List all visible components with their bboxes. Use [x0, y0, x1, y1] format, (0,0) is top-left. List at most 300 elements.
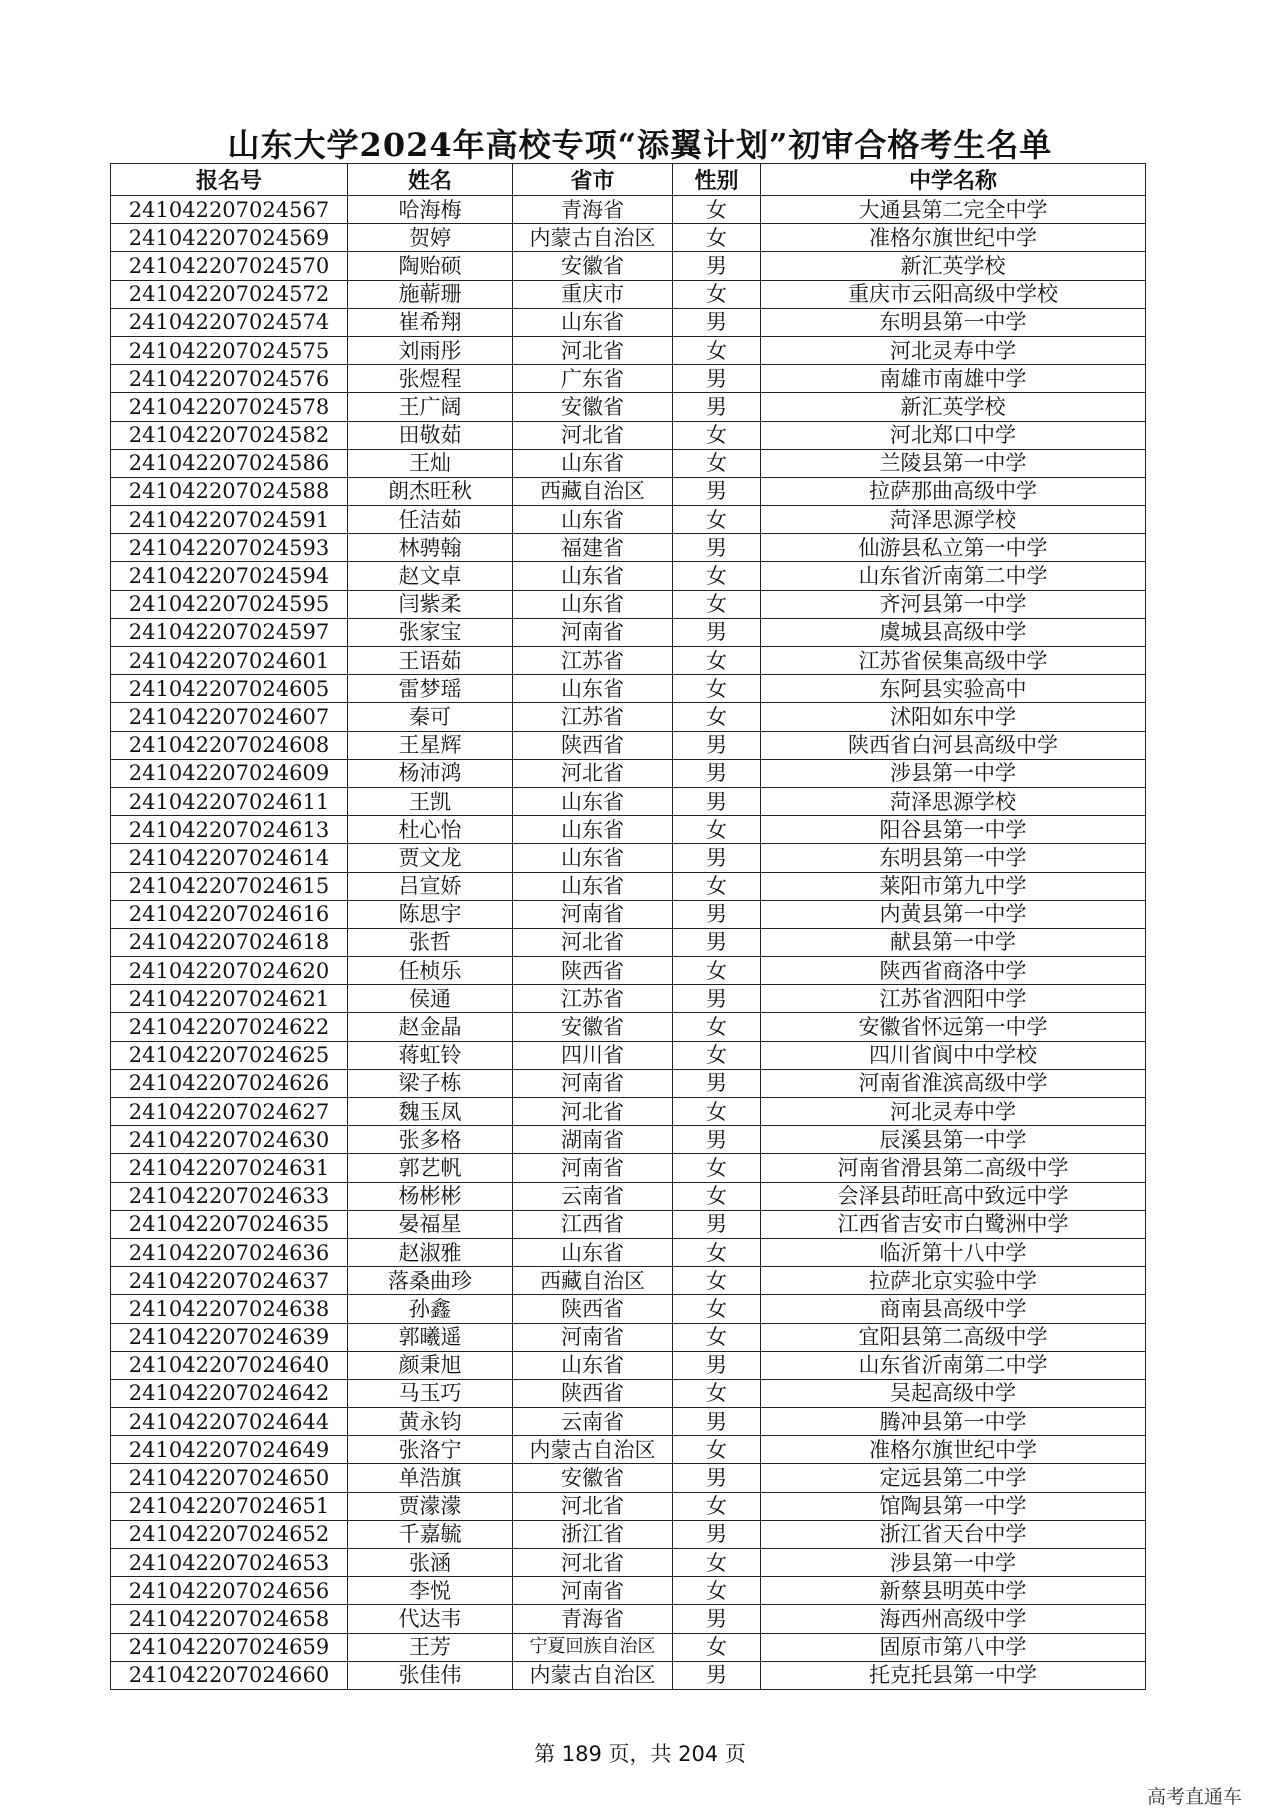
- cell-name: 落桑曲珍: [348, 1267, 513, 1295]
- cell-gender: 男: [673, 759, 761, 787]
- cell-gender: 女: [673, 1492, 761, 1520]
- table-row: [111, 1210, 1146, 1238]
- cell-gender: 男: [673, 1069, 761, 1097]
- cell-school: 商南县高级中学: [761, 1295, 1146, 1323]
- cell-name: 贾濛濛: [348, 1492, 513, 1520]
- cell-gender: 男: [673, 1351, 761, 1379]
- cell-gender: 女: [673, 590, 761, 618]
- cell-name: 崔希翔: [348, 308, 513, 336]
- cell-province: 山东省: [513, 844, 673, 872]
- cell-registration-no: 241042207024640: [111, 1351, 348, 1379]
- cell-name: 赵文卓: [348, 562, 513, 590]
- cell-registration-no: 241042207024626: [111, 1069, 348, 1097]
- table-row: [111, 1041, 1146, 1069]
- table-row: [111, 1069, 1146, 1097]
- cell-school: 宜阳县第二高级中学: [761, 1323, 1146, 1351]
- cell-school: 辰溪县第一中学: [761, 1126, 1146, 1154]
- table-row: [111, 1520, 1146, 1548]
- cell-name: 秦可: [348, 703, 513, 731]
- cell-province: 河北省: [513, 1098, 673, 1126]
- cell-gender: 男: [673, 534, 761, 562]
- cell-name: 孙鑫: [348, 1295, 513, 1323]
- cell-gender: 男: [673, 900, 761, 928]
- cell-registration-no: 241042207024605: [111, 675, 348, 703]
- cell-province: 内蒙古自治区: [513, 224, 673, 252]
- cell-name: 郭曦遥: [348, 1323, 513, 1351]
- cell-name: 施蕲珊: [348, 280, 513, 308]
- cell-school: 会泽县茚旺高中致远中学: [761, 1182, 1146, 1210]
- cell-school: 江西省吉安市白鹭洲中学: [761, 1210, 1146, 1238]
- cell-name: 郭艺帆: [348, 1154, 513, 1182]
- cell-school: 涉县第一中学: [761, 1549, 1146, 1577]
- cell-province: 陕西省: [513, 731, 673, 759]
- cell-name: 王广阔: [348, 393, 513, 421]
- cell-gender: 男: [673, 477, 761, 505]
- cell-school: 新蔡县明英中学: [761, 1577, 1146, 1605]
- cell-province: 河北省: [513, 759, 673, 787]
- table-row: [111, 985, 1146, 1013]
- cell-registration-no: 241042207024601: [111, 647, 348, 675]
- cell-registration-no: 241042207024582: [111, 421, 348, 449]
- cell-school: 陕西省白河县高级中学: [761, 731, 1146, 759]
- table-row: [111, 928, 1146, 956]
- cell-name: 张煜程: [348, 365, 513, 393]
- table-row: [111, 365, 1146, 393]
- cell-province: 山东省: [513, 1238, 673, 1266]
- cell-school: 沭阳如东中学: [761, 703, 1146, 731]
- table-row: [111, 562, 1146, 590]
- table-row: [111, 1633, 1146, 1661]
- cell-registration-no: 241042207024660: [111, 1661, 348, 1689]
- cell-province: 安徽省: [513, 393, 673, 421]
- cell-gender: 女: [673, 647, 761, 675]
- table-row: [111, 1182, 1146, 1210]
- table-row: [111, 900, 1146, 928]
- table-row: [111, 252, 1146, 280]
- table-row: [111, 816, 1146, 844]
- cell-province: 河北省: [513, 421, 673, 449]
- cell-gender: 男: [673, 1408, 761, 1436]
- cell-registration-no: 241042207024576: [111, 365, 348, 393]
- cell-school: 浙江省天台中学: [761, 1520, 1146, 1548]
- table-row: [111, 1379, 1146, 1407]
- cell-province: 河北省: [513, 928, 673, 956]
- table-row: [111, 731, 1146, 759]
- cell-gender: 女: [673, 449, 761, 477]
- cell-name: 杨彬彬: [348, 1182, 513, 1210]
- table-row: [111, 1605, 1146, 1633]
- cell-registration-no: 241042207024586: [111, 449, 348, 477]
- cell-name: 赵金晶: [348, 1013, 513, 1041]
- cell-name: 张佳伟: [348, 1661, 513, 1689]
- cell-registration-no: 241042207024637: [111, 1267, 348, 1295]
- cell-province: 河北省: [513, 1492, 673, 1520]
- cell-province: 江苏省: [513, 985, 673, 1013]
- cell-school: 献县第一中学: [761, 928, 1146, 956]
- watermark: 高考直通车: [1146, 1786, 1242, 1808]
- cell-name: 贺婷: [348, 224, 513, 252]
- cell-name: 雷梦瑶: [348, 675, 513, 703]
- cell-registration-no: 241042207024636: [111, 1238, 348, 1266]
- cell-province: 河南省: [513, 1069, 673, 1097]
- cell-gender: 女: [673, 421, 761, 449]
- cell-gender: 男: [673, 308, 761, 336]
- cell-school: 腾冲县第一中学: [761, 1408, 1146, 1436]
- cell-school: 重庆市云阳高级中学校: [761, 280, 1146, 308]
- table-row: [111, 759, 1146, 787]
- cell-registration-no: 241042207024638: [111, 1295, 348, 1323]
- table-row: [111, 618, 1146, 646]
- cell-school: 菏泽思源学校: [761, 787, 1146, 815]
- cell-school: 托克托县第一中学: [761, 1661, 1146, 1689]
- cell-gender: 男: [673, 1464, 761, 1492]
- cell-school: 菏泽思源学校: [761, 506, 1146, 534]
- cell-registration-no: 241042207024607: [111, 703, 348, 731]
- cell-name: 王凯: [348, 787, 513, 815]
- cell-name: 魏玉凤: [348, 1098, 513, 1126]
- cell-gender: 女: [673, 280, 761, 308]
- cell-registration-no: 241042207024625: [111, 1041, 348, 1069]
- cell-gender: 女: [673, 562, 761, 590]
- cell-gender: 女: [673, 506, 761, 534]
- cell-registration-no: 241042207024630: [111, 1126, 348, 1154]
- header-registration-no: 报名号: [111, 164, 348, 196]
- cell-name: 黄永钧: [348, 1408, 513, 1436]
- cell-registration-no: 241042207024633: [111, 1182, 348, 1210]
- table-row: [111, 280, 1146, 308]
- table-row: [111, 1408, 1146, 1436]
- cell-name: 林骋翰: [348, 534, 513, 562]
- cell-school: 陕西省商洛中学: [761, 957, 1146, 985]
- cell-school: 江苏省侯集高级中学: [761, 647, 1146, 675]
- cell-name: 贾文龙: [348, 844, 513, 872]
- table-row: [111, 421, 1146, 449]
- cell-name: 蒋虹铃: [348, 1041, 513, 1069]
- cell-registration-no: 241042207024652: [111, 1520, 348, 1548]
- cell-province: 西藏自治区: [513, 477, 673, 505]
- table-row: [111, 449, 1146, 477]
- cell-gender: 男: [673, 844, 761, 872]
- table-row: [111, 336, 1146, 364]
- cell-registration-no: 241042207024622: [111, 1013, 348, 1041]
- cell-province: 内蒙古自治区: [513, 1661, 673, 1689]
- cell-province: 安徽省: [513, 1013, 673, 1041]
- cell-registration-no: 241042207024611: [111, 787, 348, 815]
- cell-school: 虞城县高级中学: [761, 618, 1146, 646]
- cell-registration-no: 241042207024567: [111, 196, 348, 224]
- cell-registration-no: 241042207024593: [111, 534, 348, 562]
- cell-gender: 女: [673, 1182, 761, 1210]
- table-row: [111, 1436, 1146, 1464]
- cell-school: 齐河县第一中学: [761, 590, 1146, 618]
- cell-name: 千嘉毓: [348, 1520, 513, 1548]
- cell-province: 四川省: [513, 1041, 673, 1069]
- cell-gender: 女: [673, 224, 761, 252]
- cell-gender: 女: [673, 1041, 761, 1069]
- cell-name: 赵淑雅: [348, 1238, 513, 1266]
- cell-gender: 男: [673, 731, 761, 759]
- cell-name: 任洁茹: [348, 506, 513, 534]
- cell-gender: 男: [673, 1520, 761, 1548]
- cell-registration-no: 241042207024650: [111, 1464, 348, 1492]
- cell-name: 代达韦: [348, 1605, 513, 1633]
- cell-registration-no: 241042207024653: [111, 1549, 348, 1577]
- header-school: 中学名称: [761, 164, 1146, 196]
- cell-province: 湖南省: [513, 1126, 673, 1154]
- cell-gender: 女: [673, 1633, 761, 1661]
- cell-province: 福建省: [513, 534, 673, 562]
- table-row: [111, 196, 1146, 224]
- table-row: [111, 1126, 1146, 1154]
- cell-gender: 男: [673, 618, 761, 646]
- cell-gender: 女: [673, 1577, 761, 1605]
- table-row: [111, 477, 1146, 505]
- cell-province: 青海省: [513, 196, 673, 224]
- page-number: 第 189 页，共 204 页: [534, 1742, 746, 1766]
- cell-registration-no: 241042207024569: [111, 224, 348, 252]
- cell-province: 山东省: [513, 308, 673, 336]
- cell-gender: 女: [673, 1013, 761, 1041]
- cell-school: 河北灵寿中学: [761, 1098, 1146, 1126]
- cell-registration-no: 241042207024613: [111, 816, 348, 844]
- cell-school: 河北郑口中学: [761, 421, 1146, 449]
- cell-name: 田敬茹: [348, 421, 513, 449]
- table-row: [111, 1098, 1146, 1126]
- cell-registration-no: 241042207024591: [111, 506, 348, 534]
- cell-school: 东明县第一中学: [761, 844, 1146, 872]
- table-row: [111, 1351, 1146, 1379]
- cell-name: 马玉巧: [348, 1379, 513, 1407]
- cell-name: 张多格: [348, 1126, 513, 1154]
- cell-name: 梁子栋: [348, 1069, 513, 1097]
- cell-gender: 女: [673, 703, 761, 731]
- cell-name: 晏福星: [348, 1210, 513, 1238]
- cell-gender: 男: [673, 365, 761, 393]
- cell-registration-no: 241042207024659: [111, 1633, 348, 1661]
- cell-name: 张涵: [348, 1549, 513, 1577]
- cell-gender: 女: [673, 957, 761, 985]
- cell-registration-no: 241042207024575: [111, 336, 348, 364]
- table-row: [111, 1661, 1146, 1689]
- table-row: [111, 844, 1146, 872]
- cell-province: 江苏省: [513, 703, 673, 731]
- cell-registration-no: 241042207024609: [111, 759, 348, 787]
- cell-province: 山东省: [513, 562, 673, 590]
- cell-name: 任桢乐: [348, 957, 513, 985]
- cell-school: 固原市第八中学: [761, 1633, 1146, 1661]
- cell-school: 山东省沂南第二中学: [761, 562, 1146, 590]
- cell-gender: 女: [673, 1295, 761, 1323]
- table-row: [111, 1154, 1146, 1182]
- cell-name: 朗杰旺秋: [348, 477, 513, 505]
- cell-school: 拉萨北京实验中学: [761, 1267, 1146, 1295]
- cell-school: 东明县第一中学: [761, 308, 1146, 336]
- cell-gender: 女: [673, 1379, 761, 1407]
- cell-province: 河北省: [513, 1549, 673, 1577]
- cell-registration-no: 241042207024608: [111, 731, 348, 759]
- cell-registration-no: 241042207024658: [111, 1605, 348, 1633]
- cell-school: 临沂第十八中学: [761, 1238, 1146, 1266]
- cell-school: 准格尔旗世纪中学: [761, 1436, 1146, 1464]
- cell-province: 江苏省: [513, 647, 673, 675]
- cell-school: 定远县第二中学: [761, 1464, 1146, 1492]
- cell-province: 山东省: [513, 590, 673, 618]
- cell-province: 河南省: [513, 900, 673, 928]
- cell-school: 大通县第二完全中学: [761, 196, 1146, 224]
- cell-registration-no: 241042207024620: [111, 957, 348, 985]
- table-row: [111, 647, 1146, 675]
- cell-province: 河南省: [513, 1577, 673, 1605]
- cell-province: 安徽省: [513, 1464, 673, 1492]
- cell-province: 云南省: [513, 1408, 673, 1436]
- cell-school: 山东省沂南第二中学: [761, 1351, 1146, 1379]
- cell-name: 张洛宁: [348, 1436, 513, 1464]
- cell-registration-no: 241042207024631: [111, 1154, 348, 1182]
- cell-province: 浙江省: [513, 1520, 673, 1548]
- cell-registration-no: 241042207024597: [111, 618, 348, 646]
- table-row: [111, 1549, 1146, 1577]
- table-header-row: [111, 164, 1146, 196]
- table-row: [111, 224, 1146, 252]
- cell-province: 广东省: [513, 365, 673, 393]
- cell-registration-no: 241042207024618: [111, 928, 348, 956]
- cell-province: 西藏自治区: [513, 1267, 673, 1295]
- cell-province: 青海省: [513, 1605, 673, 1633]
- cell-school: 东阿县实验高中: [761, 675, 1146, 703]
- cell-school: 新汇英学校: [761, 393, 1146, 421]
- cell-gender: 女: [673, 336, 761, 364]
- cell-name: 王灿: [348, 449, 513, 477]
- cell-school: 内黄县第一中学: [761, 900, 1146, 928]
- cell-name: 张家宝: [348, 618, 513, 646]
- cell-registration-no: 241042207024572: [111, 280, 348, 308]
- cell-name: 张哲: [348, 928, 513, 956]
- cell-name: 王星辉: [348, 731, 513, 759]
- table-row: [111, 590, 1146, 618]
- cell-name: 颜秉旭: [348, 1351, 513, 1379]
- cell-province: 山东省: [513, 675, 673, 703]
- cell-gender: 女: [673, 1098, 761, 1126]
- cell-registration-no: 241042207024627: [111, 1098, 348, 1126]
- cell-gender: 女: [673, 1238, 761, 1266]
- cell-province: 宁夏回族自治区: [513, 1633, 673, 1661]
- cell-name: 王芳: [348, 1633, 513, 1661]
- cell-name: 李悦: [348, 1577, 513, 1605]
- cell-registration-no: 241042207024578: [111, 393, 348, 421]
- table-row: [111, 393, 1146, 421]
- cell-school: 拉萨那曲高级中学: [761, 477, 1146, 505]
- cell-registration-no: 241042207024614: [111, 844, 348, 872]
- cell-school: 吴起高级中学: [761, 1379, 1146, 1407]
- cell-gender: 女: [673, 1323, 761, 1351]
- cell-registration-no: 241042207024649: [111, 1436, 348, 1464]
- cell-gender: 女: [673, 872, 761, 900]
- cell-gender: 男: [673, 985, 761, 1013]
- page-title: 山东大学2024年高校专项“添翼计划”初审合格考生名单: [227, 126, 1053, 164]
- cell-school: 仙游县私立第一中学: [761, 534, 1146, 562]
- cell-school: 南雄市南雄中学: [761, 365, 1146, 393]
- table-body: [111, 196, 1146, 1690]
- cell-province: 山东省: [513, 816, 673, 844]
- cell-school: 馆陶县第一中学: [761, 1492, 1146, 1520]
- cell-school: 莱阳市第九中学: [761, 872, 1146, 900]
- cell-province: 陕西省: [513, 1379, 673, 1407]
- cell-name: 单浩旗: [348, 1464, 513, 1492]
- cell-province: 陕西省: [513, 957, 673, 985]
- cell-school: 河南省淮滨高级中学: [761, 1069, 1146, 1097]
- table-row: [111, 957, 1146, 985]
- table-row: [111, 1492, 1146, 1520]
- table-row: [111, 506, 1146, 534]
- cell-province: 山东省: [513, 506, 673, 534]
- cell-gender: 男: [673, 1661, 761, 1689]
- cell-school: 四川省阆中中学校: [761, 1041, 1146, 1069]
- cell-name: 吕宣娇: [348, 872, 513, 900]
- cell-province: 江西省: [513, 1210, 673, 1238]
- table-row: [111, 872, 1146, 900]
- cell-gender: 男: [673, 1605, 761, 1633]
- cell-registration-no: 241042207024615: [111, 872, 348, 900]
- table-row: [111, 1295, 1146, 1323]
- cell-school: 兰陵县第一中学: [761, 449, 1146, 477]
- cell-school: 准格尔旗世纪中学: [761, 224, 1146, 252]
- cell-gender: 女: [673, 1267, 761, 1295]
- cell-registration-no: 241042207024594: [111, 562, 348, 590]
- cell-school: 河北灵寿中学: [761, 336, 1146, 364]
- cell-name: 陶贻硕: [348, 252, 513, 280]
- cell-gender: 男: [673, 1210, 761, 1238]
- cell-province: 山东省: [513, 872, 673, 900]
- cell-gender: 女: [673, 816, 761, 844]
- cell-gender: 女: [673, 1549, 761, 1577]
- header-province: 省市: [513, 164, 673, 196]
- cell-gender: 男: [673, 1126, 761, 1154]
- cell-province: 云南省: [513, 1182, 673, 1210]
- cell-gender: 男: [673, 252, 761, 280]
- table-row: [111, 787, 1146, 815]
- cell-gender: 女: [673, 196, 761, 224]
- cell-province: 山东省: [513, 787, 673, 815]
- table-row: [111, 308, 1146, 336]
- cell-province: 重庆市: [513, 280, 673, 308]
- cell-province: 河南省: [513, 1154, 673, 1182]
- cell-registration-no: 241042207024642: [111, 1379, 348, 1407]
- cell-registration-no: 241042207024570: [111, 252, 348, 280]
- cell-name: 哈海梅: [348, 196, 513, 224]
- cell-school: 安徽省怀远第一中学: [761, 1013, 1146, 1041]
- cell-registration-no: 241042207024639: [111, 1323, 348, 1351]
- cell-gender: 女: [673, 1154, 761, 1182]
- cell-name: 侯通: [348, 985, 513, 1013]
- cell-province: 安徽省: [513, 252, 673, 280]
- cell-province: 山东省: [513, 1351, 673, 1379]
- cell-name: 杨沛鸿: [348, 759, 513, 787]
- cell-gender: 男: [673, 787, 761, 815]
- cell-gender: 男: [673, 393, 761, 421]
- candidate-table: [110, 163, 1146, 1690]
- cell-school: 江苏省泗阳中学: [761, 985, 1146, 1013]
- table-row: [111, 1323, 1146, 1351]
- cell-name: 陈思宇: [348, 900, 513, 928]
- header-name: 姓名: [348, 164, 513, 196]
- cell-school: 阳谷县第一中学: [761, 816, 1146, 844]
- table-row: [111, 703, 1146, 731]
- cell-registration-no: 241042207024635: [111, 1210, 348, 1238]
- cell-registration-no: 241042207024588: [111, 477, 348, 505]
- table-row: [111, 1238, 1146, 1266]
- cell-school: 涉县第一中学: [761, 759, 1146, 787]
- table-row: [111, 534, 1146, 562]
